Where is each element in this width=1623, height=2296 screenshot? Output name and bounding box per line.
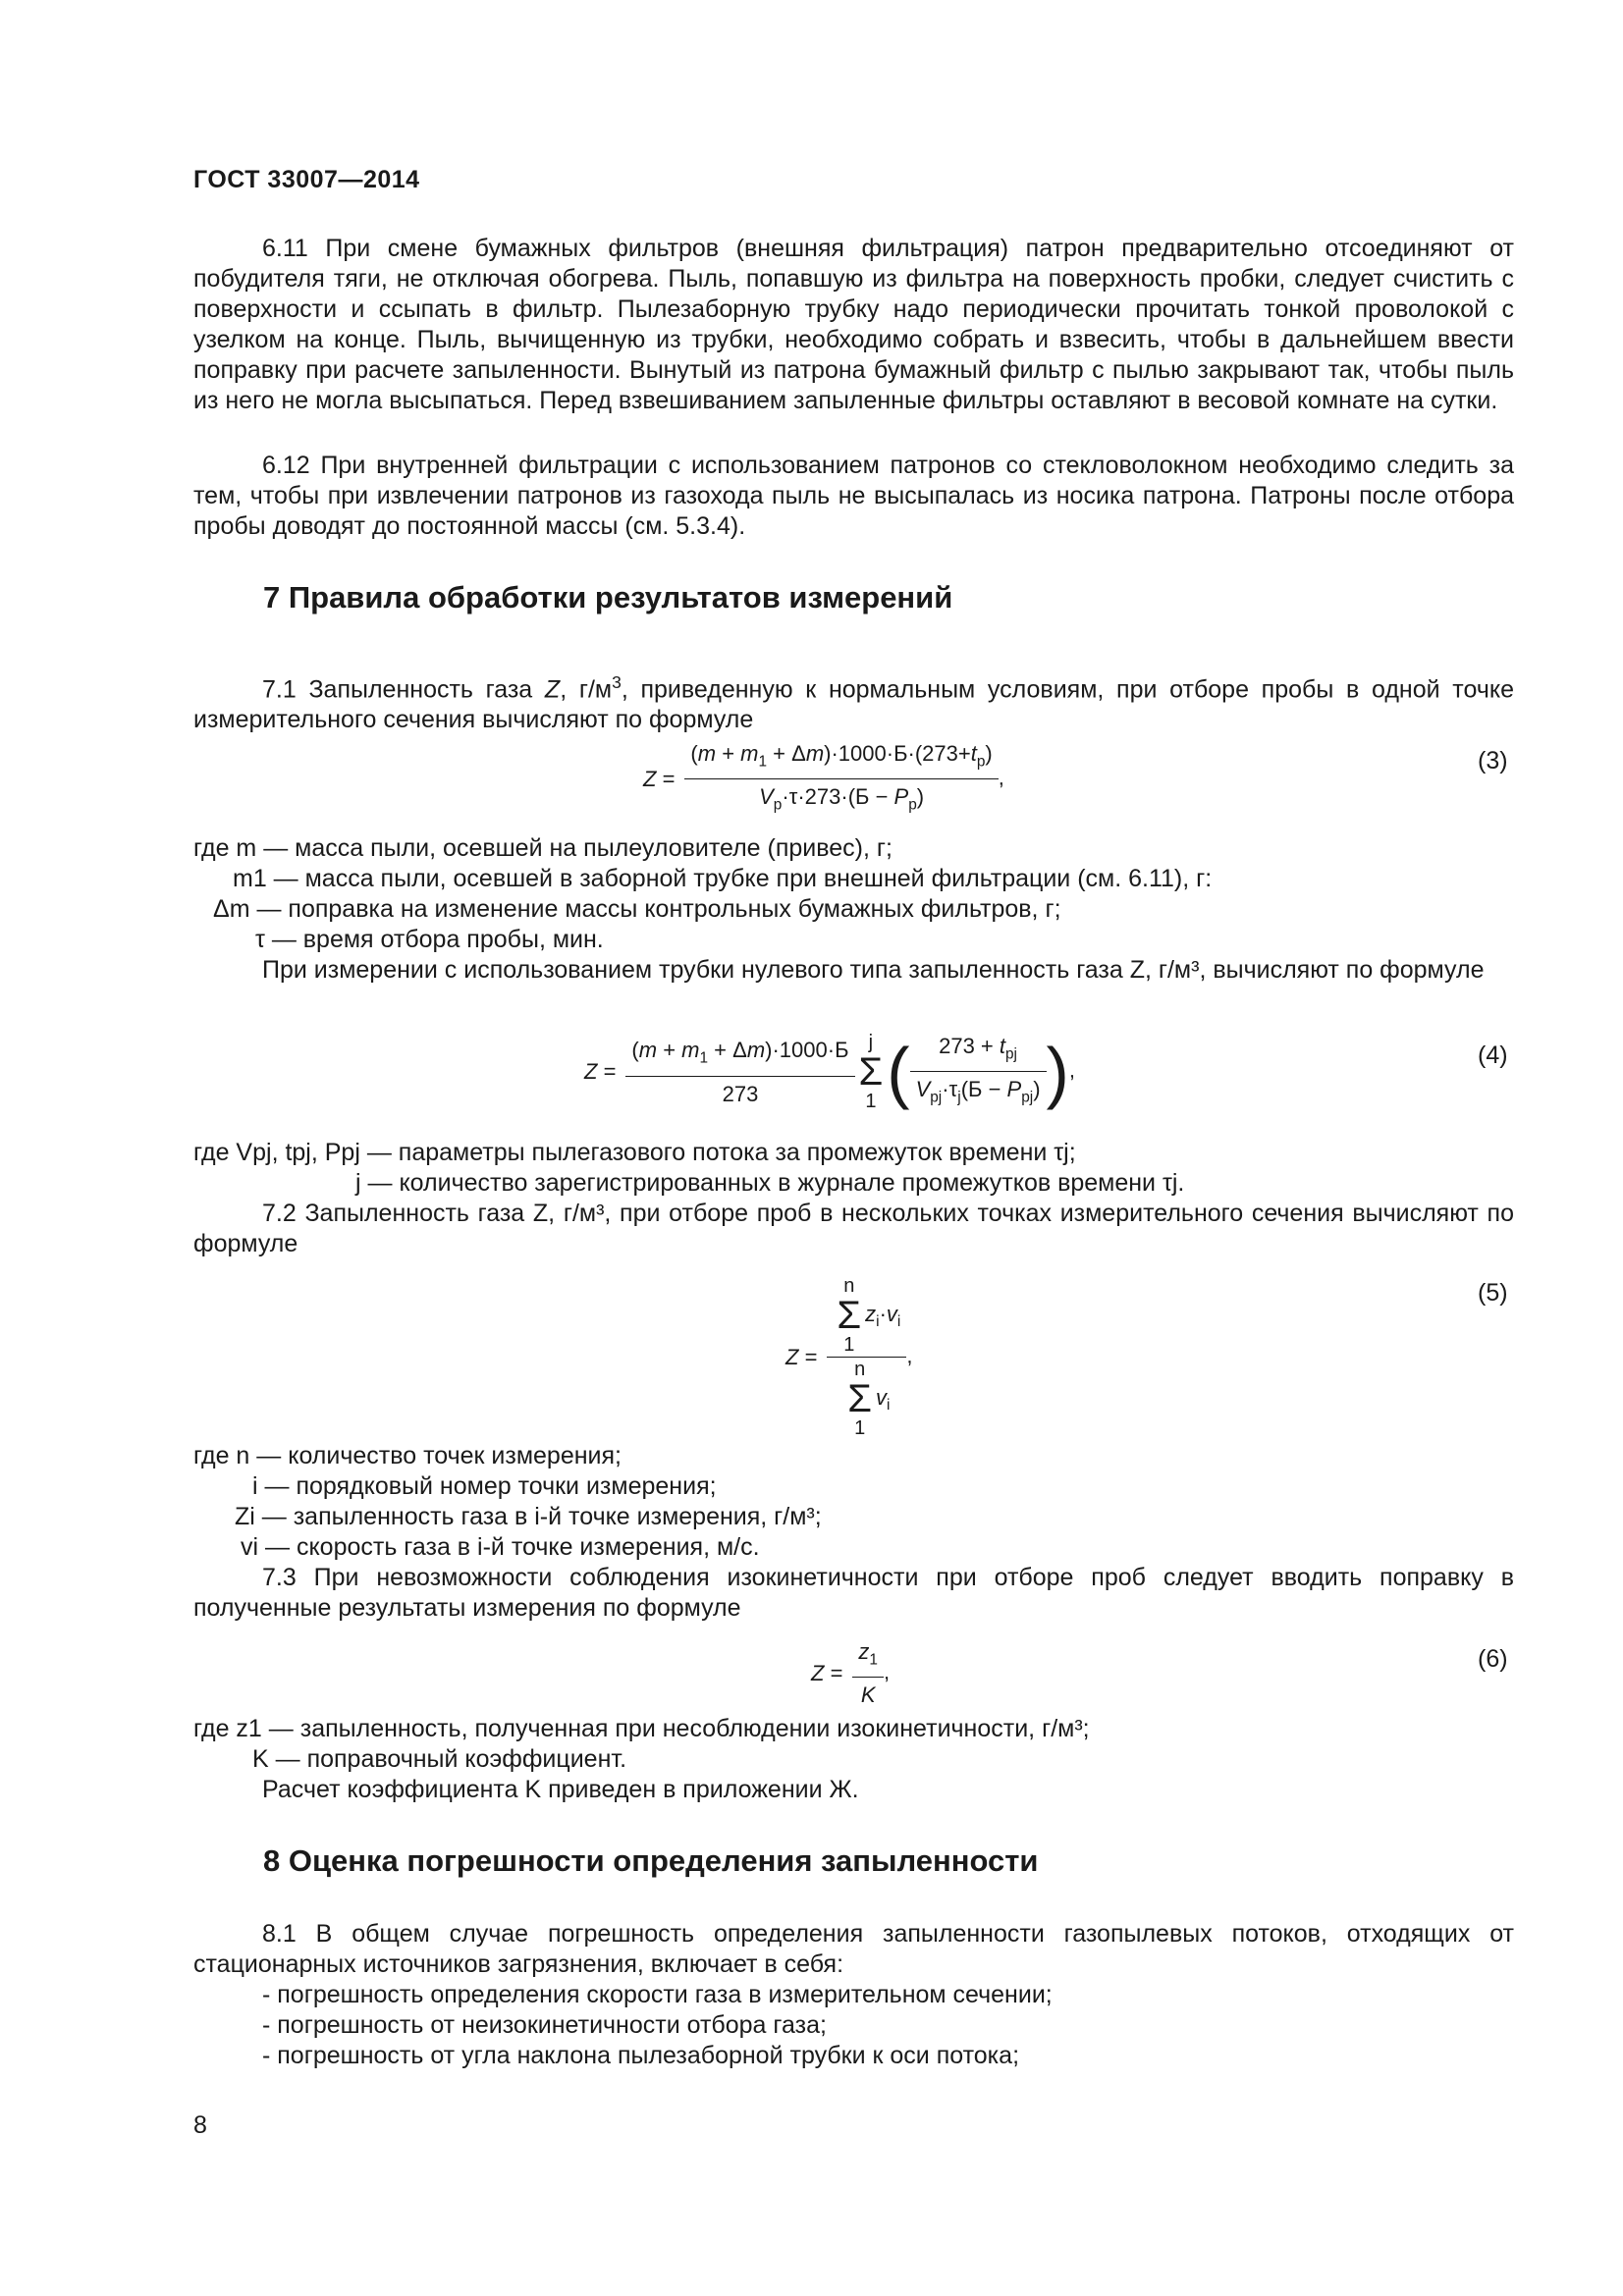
bullet-item: - погрешность определения скорости газа в измерительном сечении; <box>262 1981 1053 2008</box>
page-number: 8 <box>193 2111 207 2139</box>
equation-number-3: (3) <box>1478 747 1508 774</box>
paragraph-7-2: 7.2 Запыленность газа Z, г/м³, при отборе проб в нескольких точках измерительного сечения вычисляют по формуле <box>193 1200 1514 1257</box>
formula-6-definitions: где z1 — запыленность, полученная при несоблюдении изокинетичности, г/м³; K — поправочный коэффициент. Расчет коэффициента K приведен в приложении Ж. <box>193 1715 1090 1803</box>
equation-number-6: (6) <box>1478 1645 1508 1673</box>
bullet-list <box>262 1980 1583 2071</box>
equation-number-5: (5) <box>1478 1279 1508 1307</box>
paragraph-tube: При измерении с использованием трубки нулевого типа запыленность газа Z, г/м³, вычисляют по формуле <box>262 956 1485 984</box>
formula-6: Z = $\frac{z_1}{K}$ , <box>811 1636 890 1710</box>
formula-3: Z = $\frac{(m + m_1 + \Delta m)\cdot 1000\cdot Б\cdot(273+t_р)}{V_р\cdot\tau\cdot 273\cdot(Б - P_р)}$ , <box>643 738 1004 821</box>
formula-3-definitions: где m — масса пыли, осевшей на пылеуловителе (привес), г; m1 — масса пыли, осевшей в заборной трубке при внешней фильтрации (см. 6.11), г: Δm — поправка на изменение массы контрольных бумажных фильтров, г; τ — время отбора пробы, мин. <box>193 834 1213 953</box>
formula-5-definitions: где n — количество точек измерения; i — порядковый номер точки измерения; Zi — запыленность газа в i-й точке измерения, г/м³; vi — скорость газа в i-й точке измерения, м/с. <box>193 1442 822 1561</box>
formula-5: Z = n Σ $1z_i\cdot v_i$ n Σ $1v_i$ , <box>785 1275 913 1439</box>
paragraph-6-12: 6.12 При внутренней фильтрации с использованием патронов со стекловолокном необходимо следить за тем, чтобы при извлечении патронов из газохода пыль не высыпалась из носика патрона. Патроны после отбора пробы доводят до постоянной массы (см. 5.3.4). <box>193 452 1514 540</box>
bullet-item: - погрешность от угла наклона пылезаборной трубки к оси потока; <box>262 2042 1020 2069</box>
formula-4: Z = $\frac{(m + m_1 + \Delta m)\cdot 1000\cdot Б}{273}$ j Σ 1 ( $\frac{273 + t_{pj}}{V_{pj}\cdot\tau_j(Б - P_{pj})}$ ), <box>584 1031 1075 1112</box>
formula-4-definitions: где Vpj, tpj, Ppj — параметры пылегазового потока за промежуток времени τj; j — количество зарегистрированных в журнале промежутков времени τj. <box>193 1139 1185 1197</box>
bullet-item: - погрешность от неизокинетичности отбора газа; <box>262 2011 827 2039</box>
paragraph-8-1: 8.1 В общем случае погрешность определения запыленности газопылевых потоков, отходящих от стационарных источников загрязнения, включает в себя: <box>193 1920 1514 1978</box>
equation-number-4: (4) <box>1478 1041 1508 1069</box>
paragraph-7-1: 7.1 Запыленность газа Z, $г/м^3$, приведенную к нормальным условиям, при отборе пробы в одной точке измерительного сечения вычисляют по формуле <box>193 672 1514 734</box>
section-7-title: 7 Правила обработки результатов измерений <box>263 580 953 614</box>
paragraph-7-3: 7.3 При невозможности соблюдения изокинетичности при отборе проб следует вводить поправку в полученные результаты измерения по формуле <box>193 1564 1514 1622</box>
document-header: ГОСТ 33007—2014 <box>193 166 420 193</box>
paragraph-6-11: 6.11 При смене бумажных фильтров (внешняя фильтрация) патрон предварительно отсоединяют от побудителя тяги, не отключая обогрева. Пыль, попавшую из фильтра на поверхность пробки, следует счистить с поверхности и ссыпать в фильтр. Пылезаборную трубку надо периодически прочитать тонкой проволокой с узелком на конце. Пыль, вычищенную из трубки, необходимо собрать и взвесить, чтобы в дальнейшем ввести поправку при расчете запыленности. Вынутый из патрона бумажный фильтр с пылью закрывают так, чтобы пыль из него не могла высыпаться. Перед взвешиванием запыленные фильтры оставляют в весовой комнате на сутки. <box>193 235 1514 414</box>
section-8-title: 8 Оценка погрешности определения запыленности <box>263 1843 1039 1878</box>
